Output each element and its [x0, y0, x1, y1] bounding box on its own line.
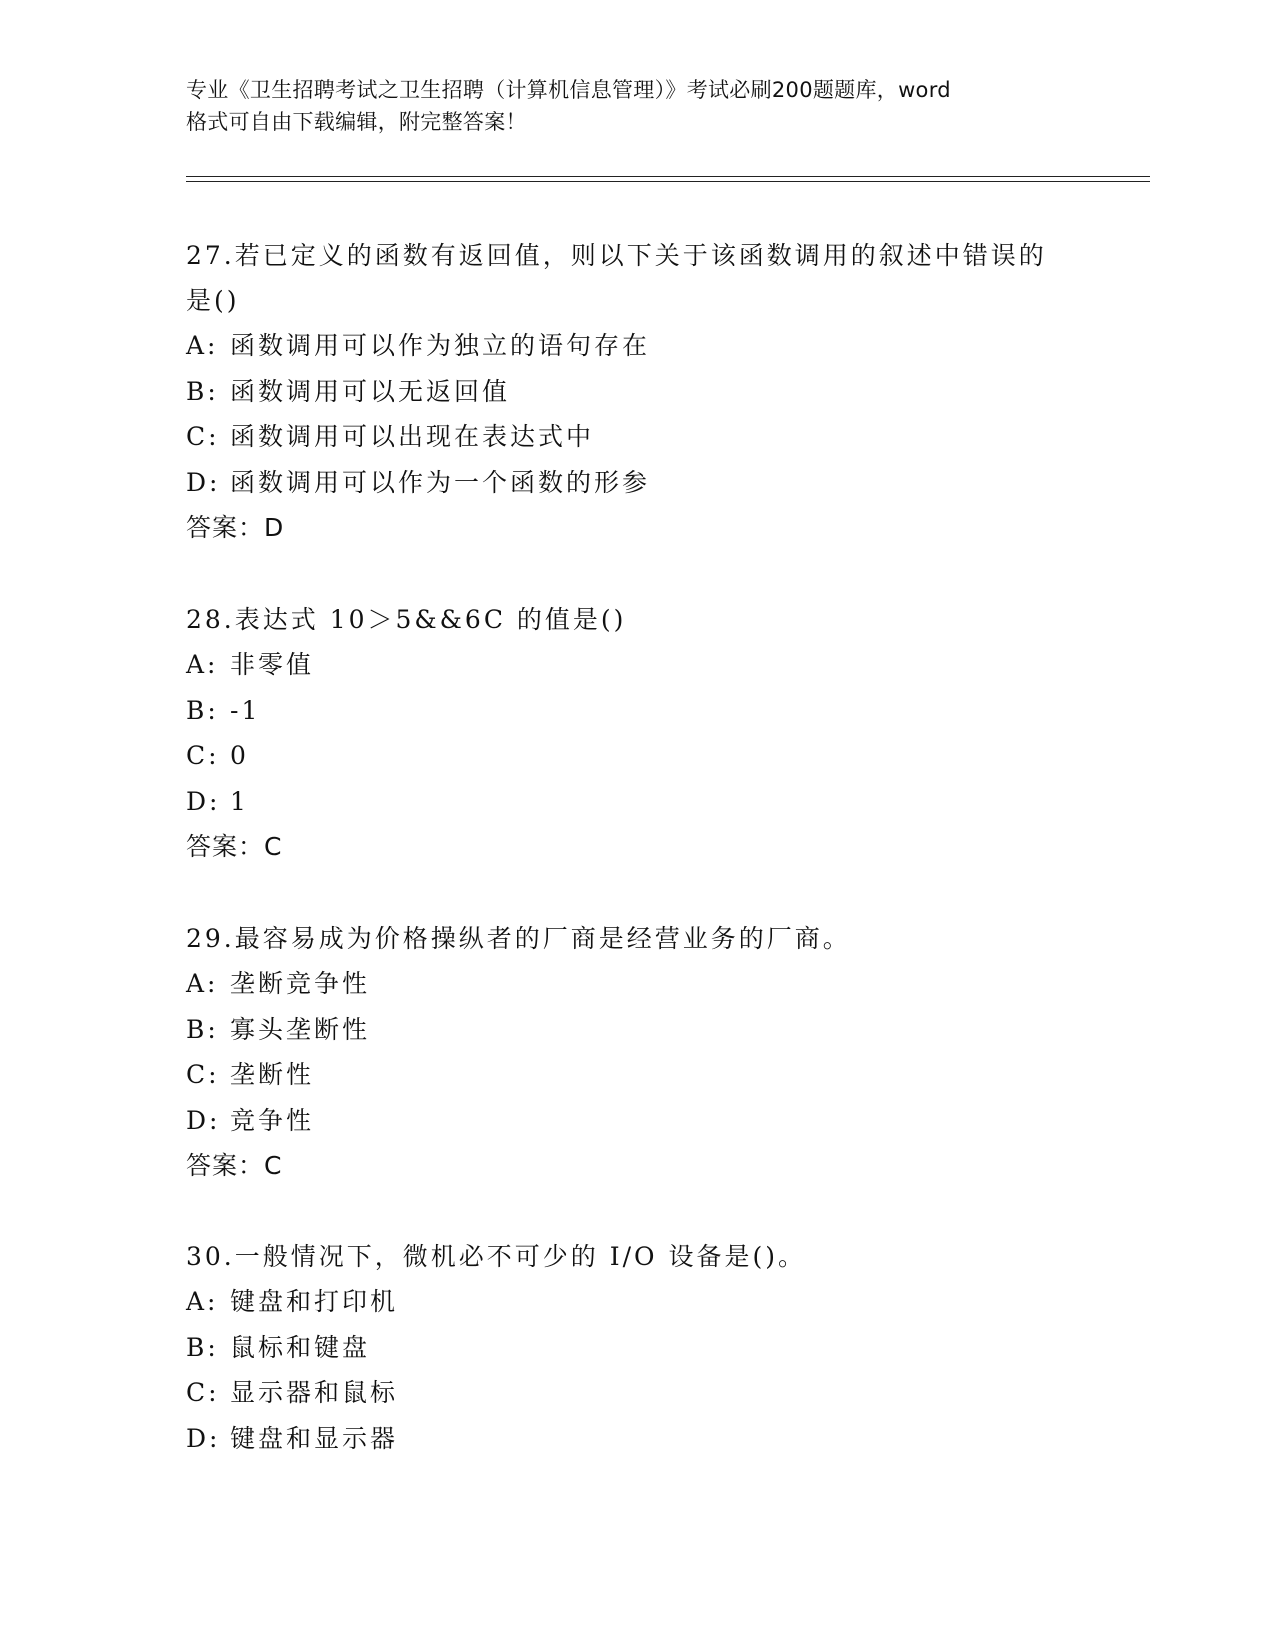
option-label: C:	[186, 1060, 220, 1089]
option-text: 竞争性	[230, 1105, 315, 1135]
option-b	[186, 1007, 1086, 1053]
document-header	[186, 74, 1086, 138]
option-b	[186, 1325, 1086, 1371]
option-text: 函数调用可以作为一个函数的形参	[230, 467, 651, 497]
option-label: C:	[186, 741, 220, 770]
header-divider-bottom	[186, 181, 1150, 182]
option-text: 非零值	[230, 650, 315, 679]
option-label: C:	[186, 1378, 220, 1407]
question-29	[186, 916, 1086, 1188]
option-d	[186, 779, 1086, 825]
option-label: C:	[186, 422, 220, 451]
option-text: 显示器和鼠标	[230, 1378, 399, 1407]
option-text: 垄断竞争性	[230, 969, 371, 998]
option-text: 1	[230, 786, 249, 816]
option-a	[186, 642, 1086, 688]
header-line-1: 专业《卫生招聘考试之卫生招聘（计算机信息管理）》考试必刷200题题库，word	[186, 78, 951, 102]
option-label: D:	[186, 467, 221, 497]
option-label: B:	[186, 695, 219, 725]
question-text: 28.表达式 10＞5&&6C 的值是()	[186, 605, 627, 634]
option-a	[186, 1279, 1086, 1325]
question-text: 27.若已定义的函数有返回值，则以下关于该函数调用的叙述中错误的	[186, 241, 1047, 270]
option-label: B:	[186, 376, 219, 406]
option-label: B:	[186, 1014, 219, 1044]
option-c	[186, 414, 1086, 460]
option-label: B:	[186, 1332, 219, 1362]
option-a	[186, 961, 1086, 1007]
option-text: 函数调用可以出现在表达式中	[230, 422, 595, 451]
answer-line: 答案：C	[186, 1151, 283, 1180]
question-27	[186, 233, 1086, 550]
question-28	[186, 597, 1086, 869]
option-d	[186, 1416, 1086, 1462]
header-divider-top	[186, 176, 1150, 177]
option-text: 函数调用可以作为独立的语句存在	[230, 331, 651, 360]
option-d	[186, 460, 1086, 506]
option-label: A:	[186, 1287, 219, 1316]
header-line-2: 格式可自由下载编辑，附完整答案！	[186, 110, 527, 134]
option-b	[186, 688, 1086, 734]
option-text: 函数调用可以无返回值	[230, 376, 511, 406]
option-label: A:	[186, 331, 219, 360]
option-text: 鼠标和键盘	[230, 1332, 371, 1362]
option-a	[186, 323, 1086, 369]
option-text: 寡头垄断性	[230, 1014, 371, 1044]
question-text: 30.一般情况下，微机必不可少的 I/O 设备是()。	[186, 1242, 806, 1271]
option-c	[186, 1052, 1086, 1098]
option-label: D:	[186, 786, 221, 816]
option-c	[186, 1370, 1086, 1416]
option-label: D:	[186, 1105, 221, 1135]
option-text: 键盘和打印机	[230, 1287, 399, 1316]
option-label: A:	[186, 969, 219, 998]
option-d	[186, 1098, 1086, 1144]
option-text: -1	[230, 695, 261, 725]
question-text: 29.最容易成为价格操纵者的厂商是经营业务的厂商。	[186, 924, 851, 953]
option-c	[186, 733, 1086, 779]
question-30	[186, 1234, 1086, 1461]
option-text: 垄断性	[230, 1060, 315, 1089]
option-text: 0	[230, 741, 249, 770]
option-b	[186, 369, 1086, 415]
option-text: 键盘和显示器	[230, 1423, 399, 1453]
option-label: A:	[186, 650, 219, 679]
answer-line: 答案：C	[186, 832, 283, 861]
option-label: D:	[186, 1423, 221, 1453]
question-text-continued: 是()	[186, 286, 240, 315]
answer-line: 答案：D	[186, 513, 285, 542]
